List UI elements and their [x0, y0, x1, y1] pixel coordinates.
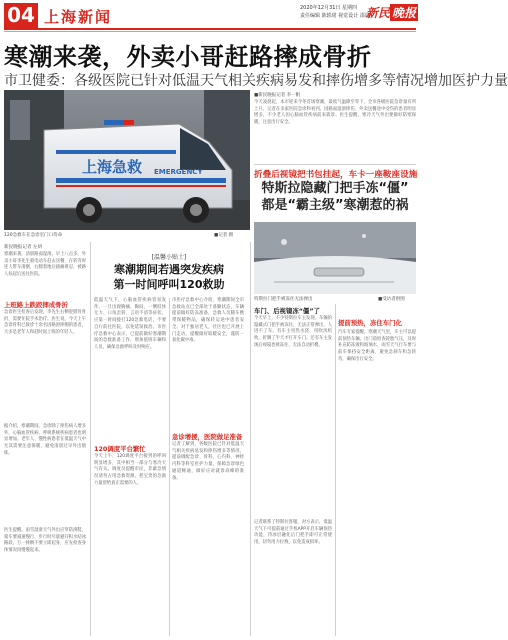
tesla-photo	[254, 222, 416, 294]
right-top-paragraph: 今天凌晨起，本市迎来今冬首场寒潮，最低气温降至零下，全市各级医院急诊量有所上升。记者在多家医院急诊科看到，因路面湿滑摔伤、外卖送餐途中受伤的患者明显增多，不少老人因心脑血管疾病前来就诊。医生提醒，寒冷天气外出要做好防寒保暖，注意出行安全。	[254, 100, 416, 125]
center-col-a-text: 低温天气下，心脑血管疾病容易发作。一旦出现胸痛、胸闷、一侧肢体无力、口角歪斜、言语不清等症状，应第一时间拨打120急救电话，不要自行前往医院，以免延误救治。市医疗急救中心表示，已提前做好寒潮期间的急救准备工作，增加值班车辆和人员，确保急救呼叫及时响应。	[94, 298, 166, 350]
left-byline: 新民晚报记者 左妍	[4, 245, 43, 250]
left-block-title: 上班路上跌跤摔成骨折	[4, 301, 68, 309]
tesla-photo-caption: 特斯拉门把手被冻住无法弹出	[254, 297, 313, 302]
tesla-text-2: 记者联系了特斯拉客服，对方表示，低温天气下可提前通过手机APP开启车辆预热功能，待冰层融化后门把手即可正常使用，切勿用力拉拽，以免造成损坏。	[254, 520, 332, 546]
center-col-a-text-2: 今天上午，120调度平台接到的呼叫明显增多，其中相当一部分与寒冷天气有关。调度员提醒市民，非紧急情况请勿占用急救资源，把宝贵的急救力量留给真正需要的人。	[94, 454, 166, 486]
center-col-b-text: 市医疗急救中心介绍，寒潮期间全市急救站点已全部处于备勤状态，车辆提前做好防冻准备，急救人员随车携带保暖物品，确保转运途中患者安全。对于独居老人，社区也已开展上门走访，提醒做好取暖安全，谨防一氧化碳中毒。	[172, 298, 244, 344]
brand-part-b: 晚报	[392, 6, 417, 20]
center-col-a-title: 120调度平台繁忙	[94, 445, 146, 453]
left-text-4: 医生提醒，雨雪湿滑天气外出应穿防滑鞋，骑车要减速慢行，步行时尽量避开积水结冰路段，万一摔倒不要立即起身，应先检查身体情况再慢慢起来。	[4, 528, 86, 554]
header-subrule	[4, 31, 416, 32]
brand-logo	[366, 4, 418, 21]
tesla-title	[254, 180, 416, 214]
tesla-block-title-2: 提前预热，冻住车门化	[338, 319, 402, 327]
column-divider-left	[90, 242, 91, 636]
brand-part-a: 新民	[366, 6, 391, 20]
center-col-b-title: 急诊增援，医院做足准备	[172, 433, 243, 441]
page-header	[0, 0, 420, 30]
right-byline: ■新民晚报记者 李一帆	[254, 93, 301, 98]
tips-title-line2: 第一时间呼叫120救助	[113, 278, 225, 291]
tesla-text-1: 今天早上，不少特斯拉车主发现，车辆的隐藏式门把手被冻住，无法正常弹出，人进不了车。有车主用热水浇、用吹风机吹，折腾了半天才打开车门。还有车主发现后视镜也被冻住，无法自动折叠。	[254, 316, 332, 348]
van-text-en: EMERGENCY	[154, 168, 203, 176]
subheadline: 市卫健委：各级医院已针对低温天气相关疾病易发和摔伤增多等情况增加医护力量	[4, 73, 508, 89]
left-text-3: 据介绍，寒潮期间，急诊除了摔伤病人增多外，心脑血管疾病、呼吸系统疾病患者也明显增加。老年人、慢性病患者在低温天气中尤其需要注意保暖，避免清晨过早外出锻炼。	[4, 424, 86, 456]
tesla-block-title-1: 车门、后视镜冻“僵”了	[254, 307, 320, 315]
tesla-door-illustration	[254, 222, 416, 294]
van-text: 上海急救	[82, 158, 143, 176]
tesla-subtitle: 折叠后视镜把书包挂起，车卡一座鞍座设施	[254, 170, 418, 180]
column-divider-right	[250, 242, 251, 636]
header-rule	[4, 28, 416, 30]
photo-credit: ■记者 摄	[214, 233, 234, 238]
ambulance-illustration	[4, 90, 250, 230]
column-divider-far-right	[335, 304, 336, 636]
tips-label: [温馨小贴士]	[151, 254, 187, 261]
tesla-title-line2: 都是“霸主级”寒潮惹的祸	[261, 198, 409, 213]
tips-title-line1: 寒潮期间若遇突发疾病	[114, 263, 224, 276]
date-line: 2020年12月31日 星期四	[300, 5, 358, 11]
tesla-title-line1: 特斯拉隐藏门把手冻“僵”	[261, 181, 409, 196]
headline: 寒潮来袭，外卖小哥赶路摔成骨折	[4, 43, 372, 71]
divider	[254, 164, 416, 165]
photo-caption: 120急救车在急诊室门口待命	[4, 233, 63, 238]
page-number: 04	[4, 3, 38, 28]
section-title: 上海新闻	[44, 8, 113, 26]
column-divider-center	[169, 298, 170, 636]
tesla-text-3: 汽车专家提醒，寒潮天气里，车主可以提前预热车辆，出门前检查轮胎气压，及时补充防冻液和玻璃水，雨雪天气行车要与前车保持安全距离，避免急刹车和急转弯，确保出行安全。	[338, 330, 416, 362]
left-text-2: 急诊医生检查后发现，李先生右侧胫腓骨骨折，需要住院手术治疗。医生说，今天上午急诊骨科已接诊十余名因路滑摔倒的患者，大多是老年人和赶时间上班的年轻人。	[4, 310, 86, 336]
tips-title	[94, 262, 244, 292]
editor-line: 责任编辑 陈轶珺 视觉设计 邵晨	[300, 13, 370, 19]
tesla-photo-credit: ■受访者供图	[378, 297, 405, 302]
center-col-b-text-2: 记者了解到，各级医院已针对低温天气相关疾病易发和摔伤增多等情况，提前调配急诊、骨科、心内科、神经内科等科室医护力量，保障急诊绿色通道畅通，做好应对就诊高峰的准备。	[172, 442, 244, 481]
left-text-1: 寒潮来袭，清晨路面湿滑。早上八点多，外卖小哥李先生骑电动车赶去送餐，在转弯时连人带车滑倒，右腿着地后剧痛难忍，被路人扶起后送往医院。	[4, 252, 86, 278]
ambulance-photo	[4, 90, 250, 230]
